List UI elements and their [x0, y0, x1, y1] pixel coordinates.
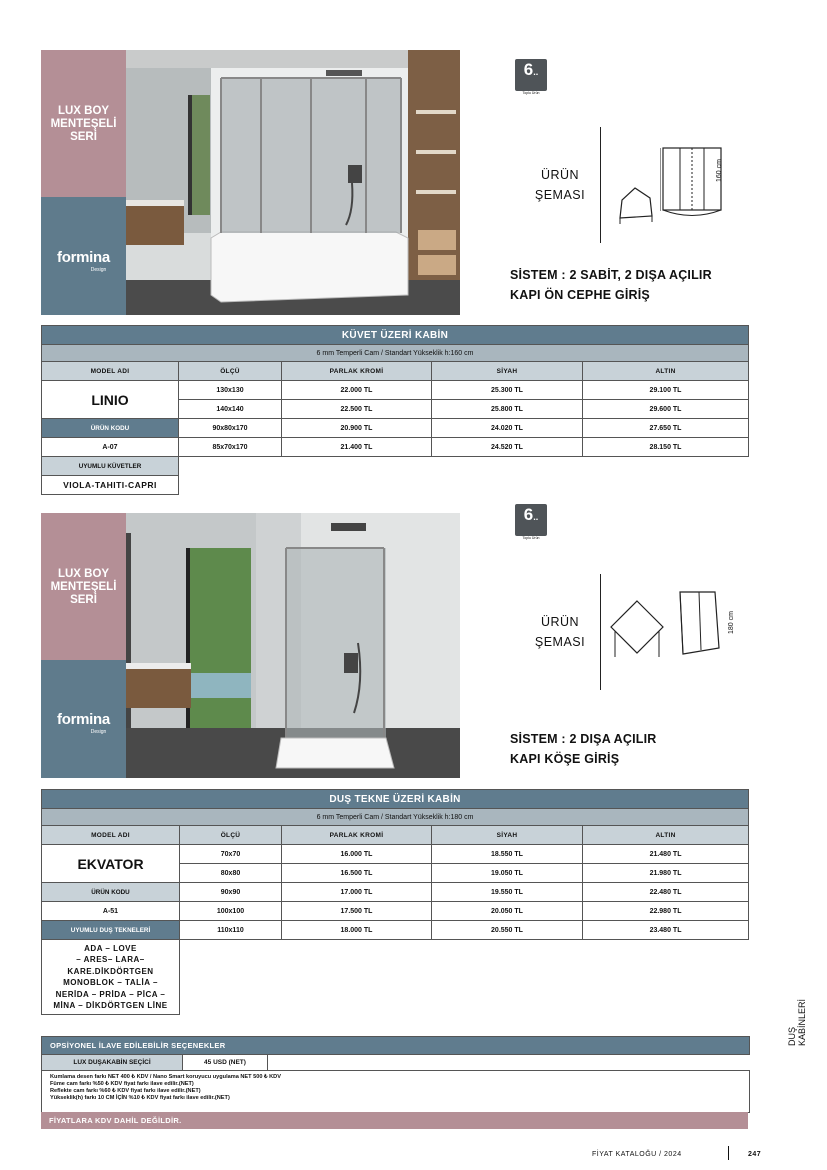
table-title: KÜVET ÜZERİ KABİN [42, 326, 749, 345]
product-code: A-51 [42, 902, 180, 921]
table-row: 140x140 22.500 TL 25.800 TL 29.600 TL [42, 400, 749, 419]
brand-logo: formina Design [41, 660, 126, 778]
badge-caption: Toplu Ürün [522, 91, 540, 95]
table-row: ÜRÜN KODU 90x80x170 20.900 TL 24.020 TL 27.650 TL [42, 419, 749, 438]
price-table-1 [41, 325, 749, 495]
selector-price: 45 USD (NET) [204, 1059, 246, 1066]
table-row: EKVATOR 70x70 16.000 TL 18.550 TL 21.480 TL [42, 845, 749, 864]
schema-front-view [660, 145, 725, 225]
brand-logo: formina Design [41, 197, 126, 315]
product-code: A-07 [42, 438, 179, 457]
page-number: 247 [748, 1151, 762, 1158]
table-subtitle: 6 mm Temperli Cam / Standart Yükseklik h:180 cm [42, 809, 749, 826]
col-chrome: PARLAK KROMİ [282, 826, 432, 845]
divider [600, 574, 601, 690]
dimension-label: 180 cm [728, 611, 735, 634]
schema-label: ÜRÜN ŞEMASI [534, 168, 586, 202]
col-black: SİYAH [432, 362, 583, 381]
col-size: ÖLÇÜ [179, 362, 282, 381]
table-title: DUŞ TEKNE ÜZERİ KABİN [42, 790, 749, 809]
table-row: UYUMLU DUŞ TEKNELERİ 110x110 18.000 TL 20.550 TL 23.480 TL [42, 921, 749, 940]
model-name: EKVATOR [42, 845, 180, 883]
product-code-label: ÜRÜN KODU [42, 419, 179, 438]
schema-label: ÜRÜN ŞEMASI [534, 615, 586, 649]
table-row: ÜRÜN KODU 90x90 17.000 TL 19.550 TL 22.480 TL [42, 883, 749, 902]
schema-front-view [675, 588, 723, 660]
col-model: MODEL ADI [42, 826, 180, 845]
selector-row [41, 1054, 268, 1071]
series-label: LUX BOY MENTEŞELİ SERİ [41, 50, 126, 198]
price-table-2 [41, 789, 749, 1015]
options-notes: Kumlama desen farkı NET 400 ₺ KDV / Nano Smart koruyucu uygulama NET 500 ₺ KDV Füme cam farkı %50 ₺ KDV fiyat farkı ilave edilir.(NET) Reflekte cam farkı %60 ₺ KDV fiyat farkı ilave edilir.(NET) Yükseklik(h) farkı 10 CM İÇİN %10 ₺ KDV fiyat farkı ilave edilir.(NET) [41, 1070, 750, 1113]
divider [600, 127, 601, 243]
system-description: SİSTEM : 2 DIŞA AÇILIR KAPI KÖŞE GİRİŞ [510, 732, 657, 766]
series-label: LUX BOY MENTEŞELİ SERİ [41, 513, 126, 661]
compat-value: ADA – LOVE – ARES– LARA– KARE.DİKDÖRTGEN MONOBLOK – TALİA – NERİDA – PRİDA – PİCA – MİNA – DİKDÖRTGEN LİNE [42, 940, 180, 1015]
schema-top-view [610, 178, 660, 228]
model-name: LINIO [42, 381, 179, 419]
options-title: OPSİYONEL İLAVE EDİLEBİLİR SEÇENEKLER [41, 1036, 750, 1055]
badge-caption: Toplu Ürün [522, 536, 540, 540]
col-size: ÖLÇÜ [180, 826, 282, 845]
schema-top-view [607, 597, 669, 662]
col-gold: ALTIN [583, 362, 749, 381]
table-row: LINIO 130x130 22.000 TL 25.300 TL 29.100 TL [42, 381, 749, 400]
col-chrome: PARLAK KROMİ [282, 362, 432, 381]
table-row: A-07 85x70x170 21.400 TL 24.520 TL 28.150 TL [42, 438, 749, 457]
system-description: SİSTEM : 2 SABİT, 2 DIŞA AÇILIR KAPI ÖN CEPHE GİRİŞ [510, 268, 712, 302]
table-row: 80x80 16.500 TL 19.050 TL 21.980 TL [42, 864, 749, 883]
compat-label: UYUMLU DUŞ TEKNELERİ [42, 921, 180, 940]
table-subtitle: 6 mm Temperli Cam / Standart Yükseklik h:160 cm [42, 345, 749, 362]
footer-divider [728, 1146, 729, 1160]
thickness-badge: 6.. [515, 59, 547, 91]
catalog-title: FİYAT KATALOĞU / 2024 [592, 1151, 682, 1158]
table-row: A-51 100x100 17.500 TL 20.050 TL 22.980 TL [42, 902, 749, 921]
compat-value: VIOLA-TAHITI-CAPRI [42, 476, 179, 495]
product-photo [126, 513, 460, 778]
product-photo [126, 50, 460, 315]
col-gold: ALTIN [583, 826, 749, 845]
col-model: MODEL ADI [42, 362, 179, 381]
dimension-label: 160 cm [716, 159, 723, 182]
vat-note: FİYATLARA KDV DAHİL DEĞİLDİR. [41, 1112, 748, 1129]
thickness-badge: 6.. [515, 504, 547, 536]
selector-label: LUX DUŞAKABİN SEÇİCİ [42, 1055, 183, 1070]
compat-label: UYUMLU KÜVETLER [42, 457, 179, 476]
product-code-label: ÜRÜN KODU [42, 883, 180, 902]
col-black: SİYAH [432, 826, 583, 845]
side-tab: DUŞ KABİNLERİ [787, 998, 807, 1046]
